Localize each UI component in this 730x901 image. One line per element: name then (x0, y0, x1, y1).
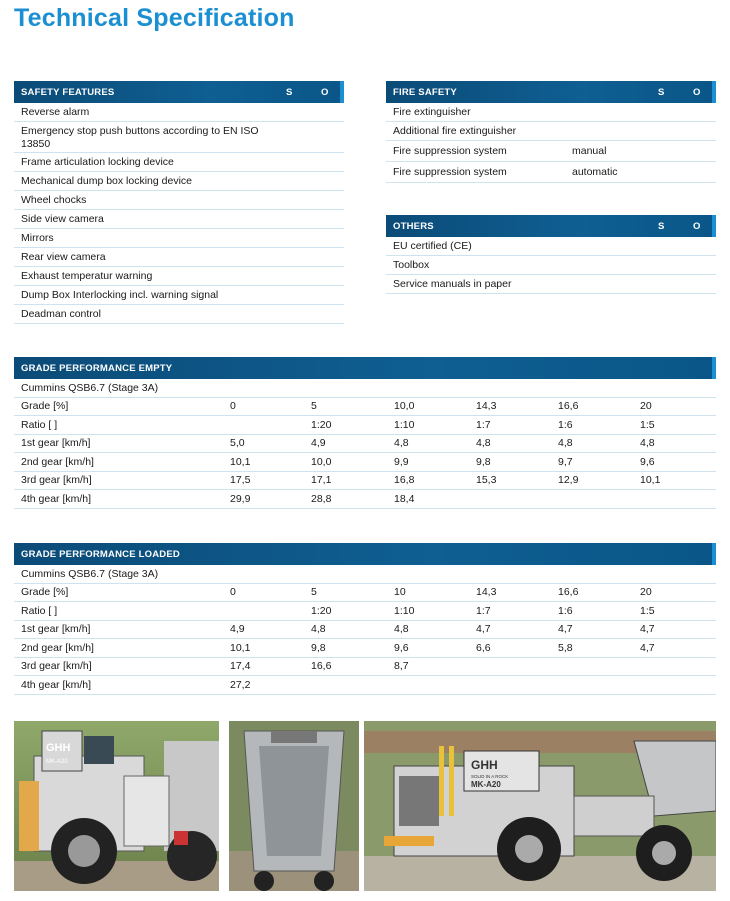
safety-features-section (14, 81, 344, 324)
item-label: Fire suppression system (393, 166, 507, 178)
table-cell: 1:6 (558, 604, 573, 617)
item-label: Wheel chocks (21, 194, 87, 206)
row-label: 2nd gear [km/h] (21, 641, 94, 654)
list-item (386, 103, 716, 122)
table-cell: 16,6 (558, 586, 579, 599)
table-cell: 9,6 (640, 455, 655, 468)
list-item (14, 305, 344, 324)
item-label: Reverse alarm (21, 106, 90, 118)
table-cell: 4,9 (311, 437, 326, 450)
item-label: Emergency stop push buttons according to EN ISO 13850 (21, 125, 259, 150)
table-row (14, 472, 716, 491)
table-cell: 5 (311, 586, 317, 599)
table-cell: 16,6 (558, 400, 579, 413)
table-row (14, 490, 716, 509)
item-label: Mirrors (21, 232, 54, 244)
table-cell: 27,2 (230, 678, 251, 691)
list-item (386, 275, 716, 294)
table-cell: 29,9 (230, 492, 251, 505)
table-cell: 4,8 (394, 623, 409, 636)
table-cell: 1:6 (558, 418, 573, 431)
item-label: Fire extinguisher (393, 106, 471, 118)
list-item (14, 153, 344, 172)
row-label: 1st gear [km/h] (21, 437, 91, 450)
table-cell: 5 (311, 400, 317, 413)
table-cell: 17,4 (230, 660, 251, 673)
list-item (14, 122, 344, 153)
item-label: Side view camera (21, 213, 104, 225)
row-label: Ratio [ ] (21, 604, 58, 617)
table-cell: 18,4 (394, 492, 415, 505)
table-row (14, 453, 716, 472)
logo-main: GHH (46, 742, 71, 754)
list-item (14, 286, 344, 305)
item-label: Additional fire extinguisher (393, 125, 517, 137)
col-o-label: O (693, 221, 701, 232)
grade-performance-empty-section (14, 357, 716, 509)
table-cell: 20 (640, 586, 652, 599)
table-cell: 0 (230, 586, 236, 599)
list-item (386, 122, 716, 141)
item-label: EU certified (CE) (393, 240, 472, 252)
table-row (14, 435, 716, 454)
item-label: Exhaust temperatur warning (21, 270, 153, 282)
table-cell: 10,1 (230, 641, 251, 654)
col-s-label: S (286, 87, 293, 98)
section-title: GRADE PERFORMANCE EMPTY (21, 362, 173, 374)
section-title: GRADE PERFORMANCE LOADED (21, 548, 180, 560)
table-cell: 28,8 (311, 492, 332, 505)
section-header (386, 215, 716, 237)
table-cell: 10,0 (394, 400, 415, 413)
row-label: 4th gear [km/h] (21, 492, 92, 505)
row-label: 1st gear [km/h] (21, 623, 91, 636)
table-cell: 9,8 (476, 455, 491, 468)
list-item (14, 248, 344, 267)
table-cell: 9,7 (558, 455, 573, 468)
logo-sub: MK-A20 (46, 759, 68, 765)
col-s-label: S (658, 221, 665, 232)
table-row (14, 398, 716, 417)
list-item (386, 162, 716, 183)
table-cell: 1:7 (476, 418, 491, 431)
section-title: FIRE SAFETY (393, 86, 457, 98)
table-cell: 1:20 (311, 418, 332, 431)
table-cell: 4,8 (558, 437, 573, 450)
table-row (14, 639, 716, 658)
table-cell: 5,8 (558, 641, 573, 654)
table-cell: 4,8 (394, 437, 409, 450)
section-header (386, 81, 716, 103)
table-cell: 9,6 (394, 641, 409, 654)
section-title: OTHERS (393, 220, 434, 232)
grade-performance-loaded-section (14, 543, 716, 695)
table-cell: 4,8 (476, 437, 491, 450)
others-section (386, 215, 716, 294)
section-header (14, 543, 716, 565)
item-value: manual (572, 145, 607, 157)
page-title: Technical Specification (14, 4, 295, 32)
table-cell: 1:5 (640, 604, 655, 617)
row-label: Ratio [ ] (21, 418, 58, 431)
list-item (14, 172, 344, 191)
list-item (14, 103, 344, 122)
table-row (14, 584, 716, 603)
list-item (14, 267, 344, 286)
section-title: SAFETY FEATURES (21, 86, 115, 98)
item-label: Toolbox (393, 259, 430, 271)
item-label: Rear view camera (21, 251, 106, 263)
table-cell: 14,3 (476, 400, 497, 413)
logo-tag: SOLID IN A ROCK (471, 774, 509, 779)
engine-label: Cummins QSB6.7 (Stage 3A) (21, 567, 159, 580)
item-label: Service manuals in paper (393, 278, 512, 290)
table-cell: 8,7 (394, 660, 409, 673)
table-cell: 17,1 (311, 474, 332, 487)
table-cell: 9,9 (394, 455, 409, 468)
row-label: 4th gear [km/h] (21, 678, 92, 691)
engine-row (14, 565, 716, 584)
section-header (14, 81, 344, 103)
item-label: Deadman control (21, 308, 101, 320)
table-cell: 10 (394, 586, 406, 599)
table-row (14, 621, 716, 640)
table-cell: 1:10 (394, 604, 415, 617)
table-cell: 6,6 (476, 641, 491, 654)
table-row (14, 602, 716, 621)
table-cell: 10,1 (230, 455, 251, 468)
table-cell: 16,6 (311, 660, 332, 673)
table-cell: 16,8 (394, 474, 415, 487)
dump-box-photo (229, 721, 359, 891)
table-cell: 5,0 (230, 437, 245, 450)
row-label: Grade [%] (21, 400, 69, 413)
table-row (14, 658, 716, 677)
item-value: automatic (572, 166, 618, 178)
table-row (14, 676, 716, 695)
table-row (14, 416, 716, 435)
table-cell: 14,3 (476, 586, 497, 599)
row-label: 3rd gear [km/h] (21, 474, 92, 487)
section-header (14, 357, 716, 379)
table-cell: 1:10 (394, 418, 415, 431)
table-cell: 4,8 (311, 623, 326, 636)
table-cell: 4,9 (230, 623, 245, 636)
table-cell: 4,7 (640, 623, 655, 636)
table-cell: 10,1 (640, 474, 661, 487)
table-cell: 4,7 (640, 641, 655, 654)
engine-row (14, 379, 716, 398)
table-cell: 0 (230, 400, 236, 413)
list-item (14, 229, 344, 248)
item-label: Mechanical dump box locking device (21, 175, 193, 187)
row-label: 3rd gear [km/h] (21, 660, 92, 673)
table-cell: 10,0 (311, 455, 332, 468)
machine-photo-front (14, 721, 219, 891)
logo-sub: MK-A20 (471, 780, 501, 789)
col-o-label: O (693, 87, 701, 98)
list-item (386, 141, 716, 162)
table-cell: 12,9 (558, 474, 579, 487)
table-cell: 20 (640, 400, 652, 413)
table-cell: 1:20 (311, 604, 332, 617)
table-cell: 17,5 (230, 474, 251, 487)
col-s-label: S (658, 87, 665, 98)
item-label: Fire suppression system (393, 145, 507, 157)
item-label: Dump Box Interlocking incl. warning signal (21, 289, 219, 301)
table-cell: 1:7 (476, 604, 491, 617)
col-o-label: O (321, 87, 329, 98)
fire-safety-section (386, 81, 716, 183)
logo-main: GHH (471, 758, 498, 772)
list-item (386, 237, 716, 256)
list-item (14, 210, 344, 229)
item-label: Frame articulation locking device (21, 156, 174, 168)
table-cell: 15,3 (476, 474, 497, 487)
engine-label: Cummins QSB6.7 (Stage 3A) (21, 381, 159, 394)
table-cell: 1:5 (640, 418, 655, 431)
machine-photo-side (364, 721, 716, 891)
row-label: 2nd gear [km/h] (21, 455, 94, 468)
table-cell: 9,8 (311, 641, 326, 654)
table-cell: 4,8 (640, 437, 655, 450)
table-cell: 4,7 (558, 623, 573, 636)
list-item (386, 256, 716, 275)
list-item (14, 191, 344, 210)
table-cell: 4,7 (476, 623, 491, 636)
row-label: Grade [%] (21, 586, 69, 599)
